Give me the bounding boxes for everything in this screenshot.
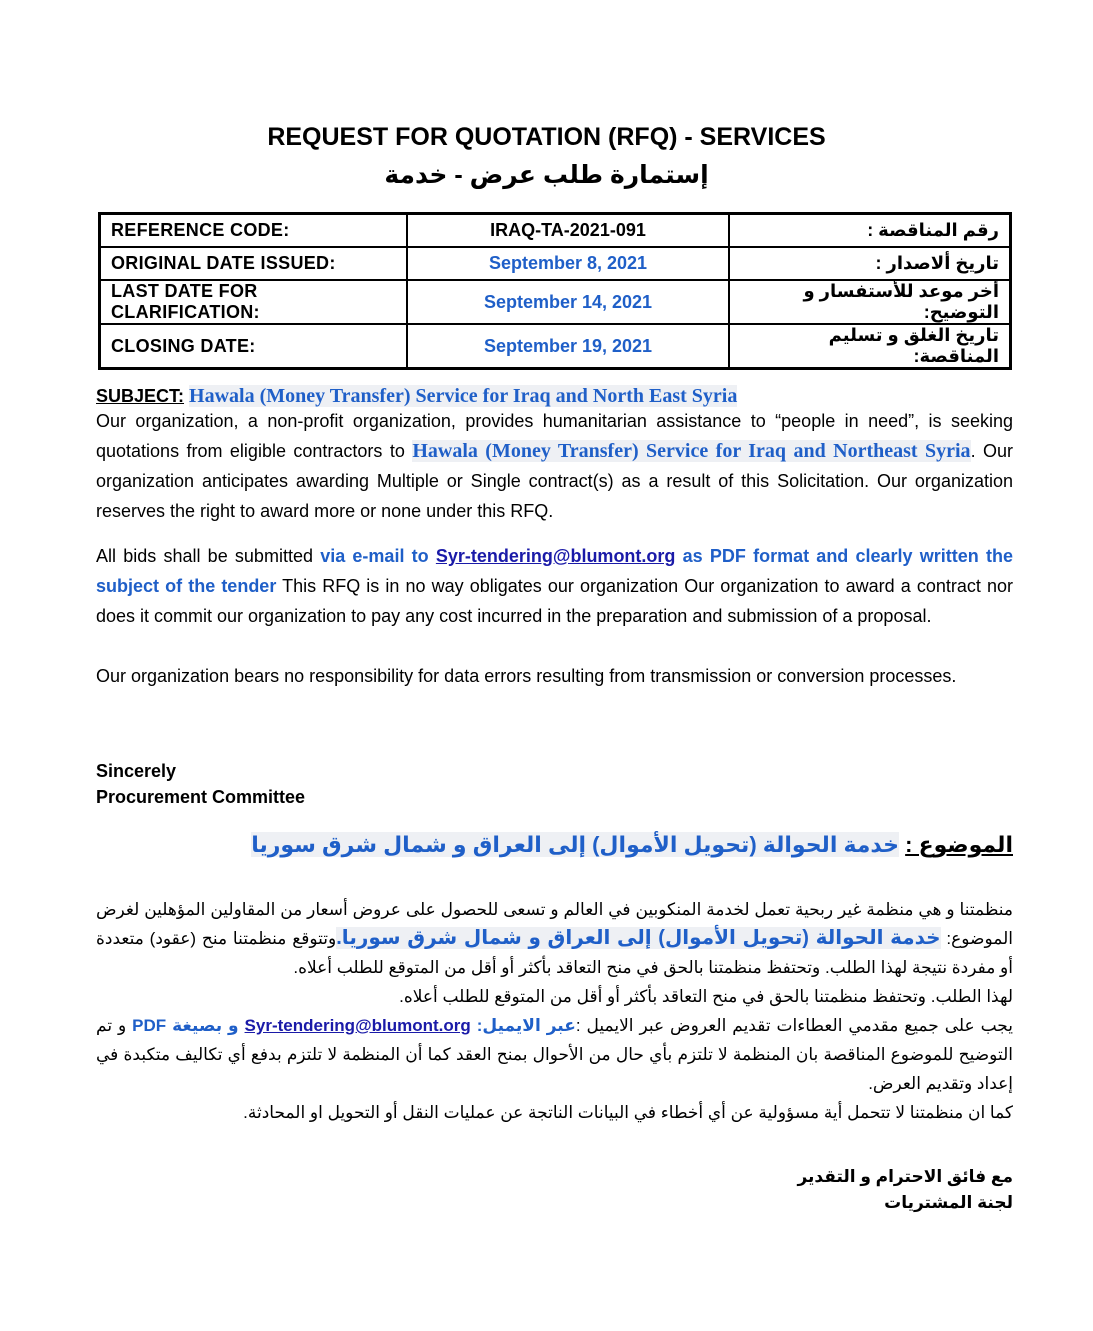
- signature-line-2: Procurement Committee: [96, 787, 306, 807]
- value-date-issued: September 8, 2021: [407, 247, 729, 280]
- signature-english: [96, 758, 305, 810]
- label-ar-clarification-date: أخر موعد للأستفسار و التوضيح:: [729, 280, 1011, 324]
- subject-arabic-label: الموضوع :: [905, 832, 1013, 857]
- rfq-info-table: [98, 212, 1012, 370]
- ar-p3-bold: عبر الايميل:: [470, 1016, 576, 1035]
- signature-arabic: [797, 1164, 1013, 1216]
- ar-p3-text: يجب على جميع مقدمي العطاءات تقديم العروض عبر الايميل :: [575, 1016, 1013, 1035]
- para2-text: All bids shall be submitted: [96, 546, 321, 566]
- label-ar-date-issued: تاريخ ألاصدار :: [729, 247, 1011, 280]
- paragraph-submission: [96, 541, 1013, 631]
- label-reference-code: REFERENCE CODE:: [100, 214, 408, 248]
- table-row: [100, 324, 1011, 369]
- label-closing-date: CLOSING DATE:: [100, 324, 408, 369]
- value-closing-date: September 19, 2021: [407, 324, 729, 369]
- label-clarification-date: LAST DATE FOR CLARIFICATION:: [100, 280, 408, 324]
- subject-label: SUBJECT:: [96, 386, 185, 406]
- arabic-paragraph-4: كما ان منظمتنا لا تتحمل أية مسؤولية عن أي أخطاء في البيانات الناتجة عن عمليات النقل أو التحويل او المحادثة.: [243, 1103, 1013, 1122]
- paragraph-disclaimer: Our organization bears no responsibility for data errors resulting from transmission or conversion processes.: [96, 666, 957, 686]
- table-row: [100, 280, 1011, 324]
- label-ar-reference-code: رقم المناقصة :: [729, 214, 1011, 248]
- para2-text-end: This RFQ is in no way obligates our organization Our organization to award a contract nor does it commit our organization to pay any cost incurred in the preparation and submission of a proposal.: [96, 576, 1013, 626]
- signature-arabic-line-2: لجنة المشتريات: [884, 1193, 1013, 1212]
- para1-text-end: . Our organization anticipates awarding Multiple or Single contract(s) as a result of this Solicitation. Our organization reserves the right to award more or none under this RFQ.: [96, 441, 1013, 521]
- paragraph-intro: [96, 406, 1013, 526]
- label-ar-closing-date: تاريخ الغلق و تسليم المناقصة:: [729, 324, 1011, 369]
- title-arabic: إستمارة طلب عرض - خدمة: [384, 161, 709, 189]
- subject-text: Hawala (Money Transfer) Service for Iraq and North East Syria: [189, 385, 738, 407]
- ar-p3-bold-pdf: و بصيغة PDF: [132, 1016, 245, 1035]
- arabic-body: [96, 895, 1013, 1127]
- ar-p1-text-end: وتتوقع منظمتنا منح (عقود) متعددة أو مفردة نتيجة لهذا الطلب. وتحتفظ منظمتنا بالحق في منح التعاقد بأكثر أو أقل من المتوقع للطلب أعلاه.: [96, 929, 1013, 977]
- para1-highlight: Hawala (Money Transfer) Service for Iraq and Northeast Syria: [412, 440, 971, 462]
- table-row: [100, 247, 1011, 280]
- title-english: REQUEST FOR QUOTATION (RFQ) - SERVICES: [267, 123, 826, 151]
- ar-p1-text: منظمتنا و هي منظمة غير ربحية تعمل لخدمة المنكوبين في العالم و تسعى للحصول على عروض أسعار من المقاولين المؤهلين لغرض الموضوع:: [96, 900, 1013, 948]
- para2-bold-via: via e-mail to: [320, 546, 436, 566]
- arabic-paragraph-2: لهذا الطلب. وتحتفظ منظمتنا بالحق في منح التعاقد بأكثر أو أقل من المتوقع للطلب أعلاه.: [399, 987, 1013, 1006]
- subject-arabic: [251, 832, 1013, 858]
- para1-text: Our organization, a non-profit organization, provides humanitarian assistance to “people in need”, is seeking quotations from eligible contractors to: [96, 411, 1013, 461]
- table-row: [100, 214, 1011, 248]
- ar-p3-text-end: و تم التوضيح للموضوع المناقصة بان المنظمة لا تلتزم بأي حال من الأحوال بمنح العقد كما أن المنظمة لا تلتزم بدفع أي تكاليف متكبدة في إعداد وتقديم العرض.: [96, 1016, 1013, 1093]
- signature-arabic-line-1: مع فائق الاحترام و التقدير: [797, 1167, 1013, 1186]
- signature-line-1: Sincerely: [96, 761, 177, 781]
- arabic-paragraph-1: [96, 895, 1013, 982]
- arabic-email-link[interactable]: Syr-tendering@blumont.org: [244, 1016, 471, 1035]
- label-date-issued: ORIGINAL DATE ISSUED:: [100, 247, 408, 280]
- value-reference-code: IRAQ-TA-2021-091: [407, 214, 729, 248]
- para2-bold-format: as PDF format and clearly written the subject of the tender: [96, 546, 1014, 596]
- value-clarification-date: September 14, 2021: [407, 280, 729, 324]
- email-link[interactable]: Syr-tendering@blumont.org: [435, 546, 676, 566]
- subject-arabic-text: خدمة الحوالة (تحويل الأموال) إلى العراق و شمال شرق سوريا: [251, 832, 899, 857]
- ar-p1-highlight: خدمة الحوالة (تحويل الأموال) إلى العراق و شمال شرق سوريا.: [336, 927, 941, 949]
- arabic-paragraph-3: [96, 1011, 1013, 1098]
